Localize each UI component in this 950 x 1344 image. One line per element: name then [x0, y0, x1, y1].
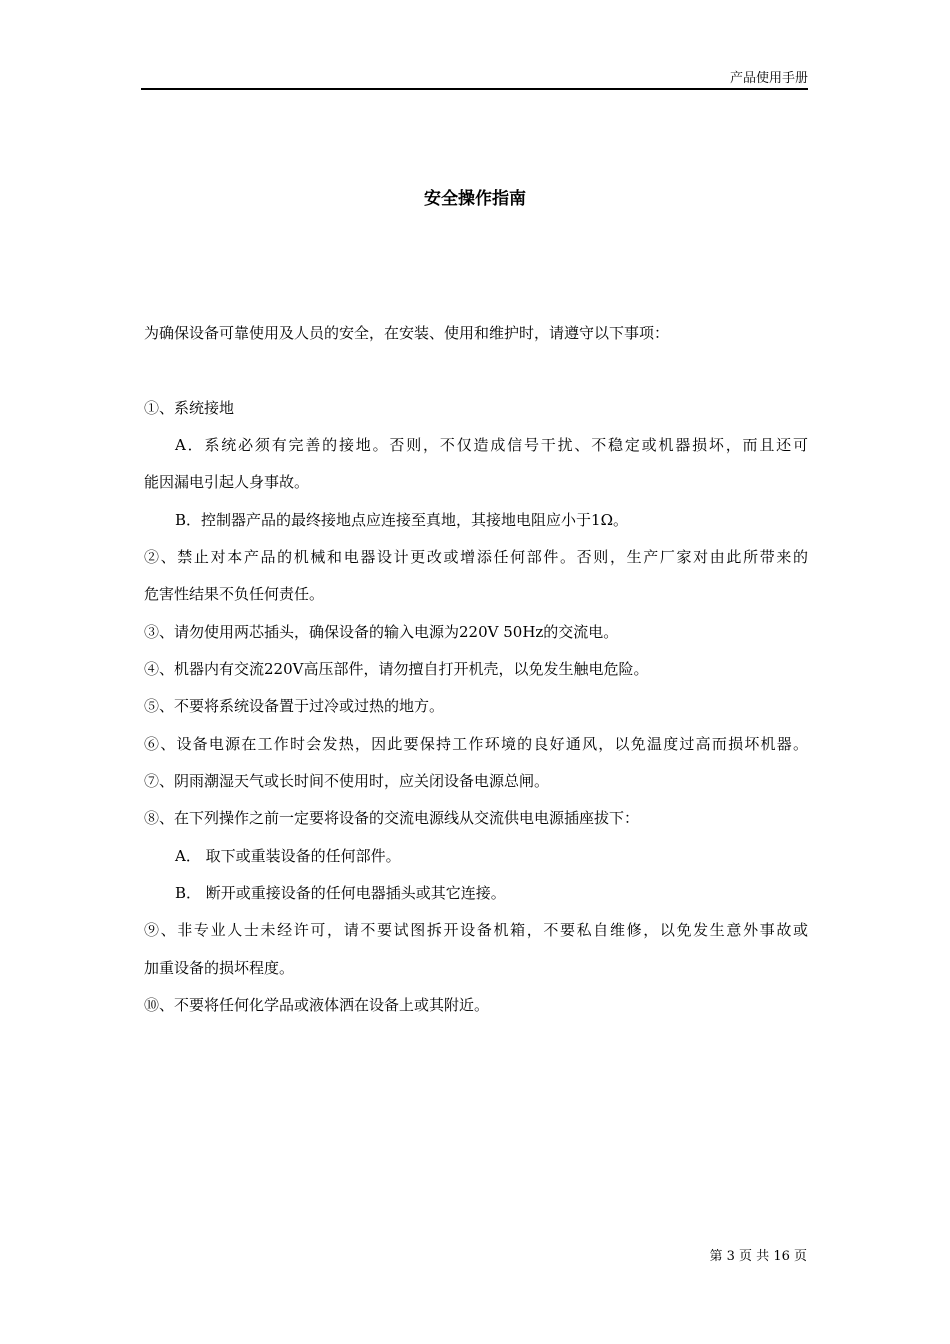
item-4: ④、机器内有交流220V高压部件，请勿擅自打开机壳，以免发生触电危险。: [144, 660, 649, 678]
item-2-line-1: ②、禁止对本产品的机械和电器设计更改或增添任何部件。否则，生产厂家对由此所带来的: [144, 548, 808, 566]
item-8-heading: ⑧、在下列操作之前一定要将设备的交流电源线从交流供电电源插座拔下：: [144, 809, 640, 827]
item-5: ⑤、不要将系统设备置于过冷或过热的地方。: [144, 697, 445, 715]
item-9-line-2: 加重设备的损坏程度。: [144, 959, 295, 977]
item-1-heading: ①、系统接地: [144, 399, 235, 417]
item-9-line-1: ⑨、非专业人士未经许可，请不要试图拆开设备机箱，不要私自维修，以免发生意外事故或: [144, 921, 808, 939]
running-header: 产品使用手册: [729, 71, 808, 86]
intro-paragraph: 为确保设备可靠使用及人员的安全，在安装、使用和维护时，请遵守以下事项：: [144, 324, 670, 342]
page-title: 安全操作指南: [424, 189, 526, 209]
item-6: ⑥、设备电源在工作时会发热，因此要保持工作环境的良好通风，以免温度过高而损坏机器。: [144, 735, 808, 753]
item-8b: B． 断开或重接设备的任何电器插头或其它连接。: [175, 884, 506, 902]
item-1b: B．控制器产品的最终接地点应连接至真地，其接地电阻应小于1Ω。: [175, 511, 629, 529]
item-10: ⑩、不要将任何化学品或液体洒在设备上或其附近。: [144, 996, 490, 1014]
item-3: ③、请勿使用两芯插头，确保设备的输入电源为220V 50Hz的交流电。: [144, 623, 619, 641]
item-1a-line-2: 能因漏电引起人身事故。: [144, 473, 310, 491]
header-rule: [141, 88, 808, 90]
item-7: ⑦、阴雨潮湿天气或长时间不使用时，应关闭设备电源总闸。: [144, 772, 550, 790]
page-number: 第 3 页 共 16 页: [709, 1249, 807, 1264]
item-2-line-2: 危害性结果不负任何责任。: [144, 585, 325, 603]
item-1a-line-1: A．系统必须有完善的接地。否则，不仅造成信号干扰、不稳定或机器损坏，而且还可: [175, 436, 808, 454]
item-8a: A． 取下或重装设备的任何部件。: [175, 847, 401, 865]
